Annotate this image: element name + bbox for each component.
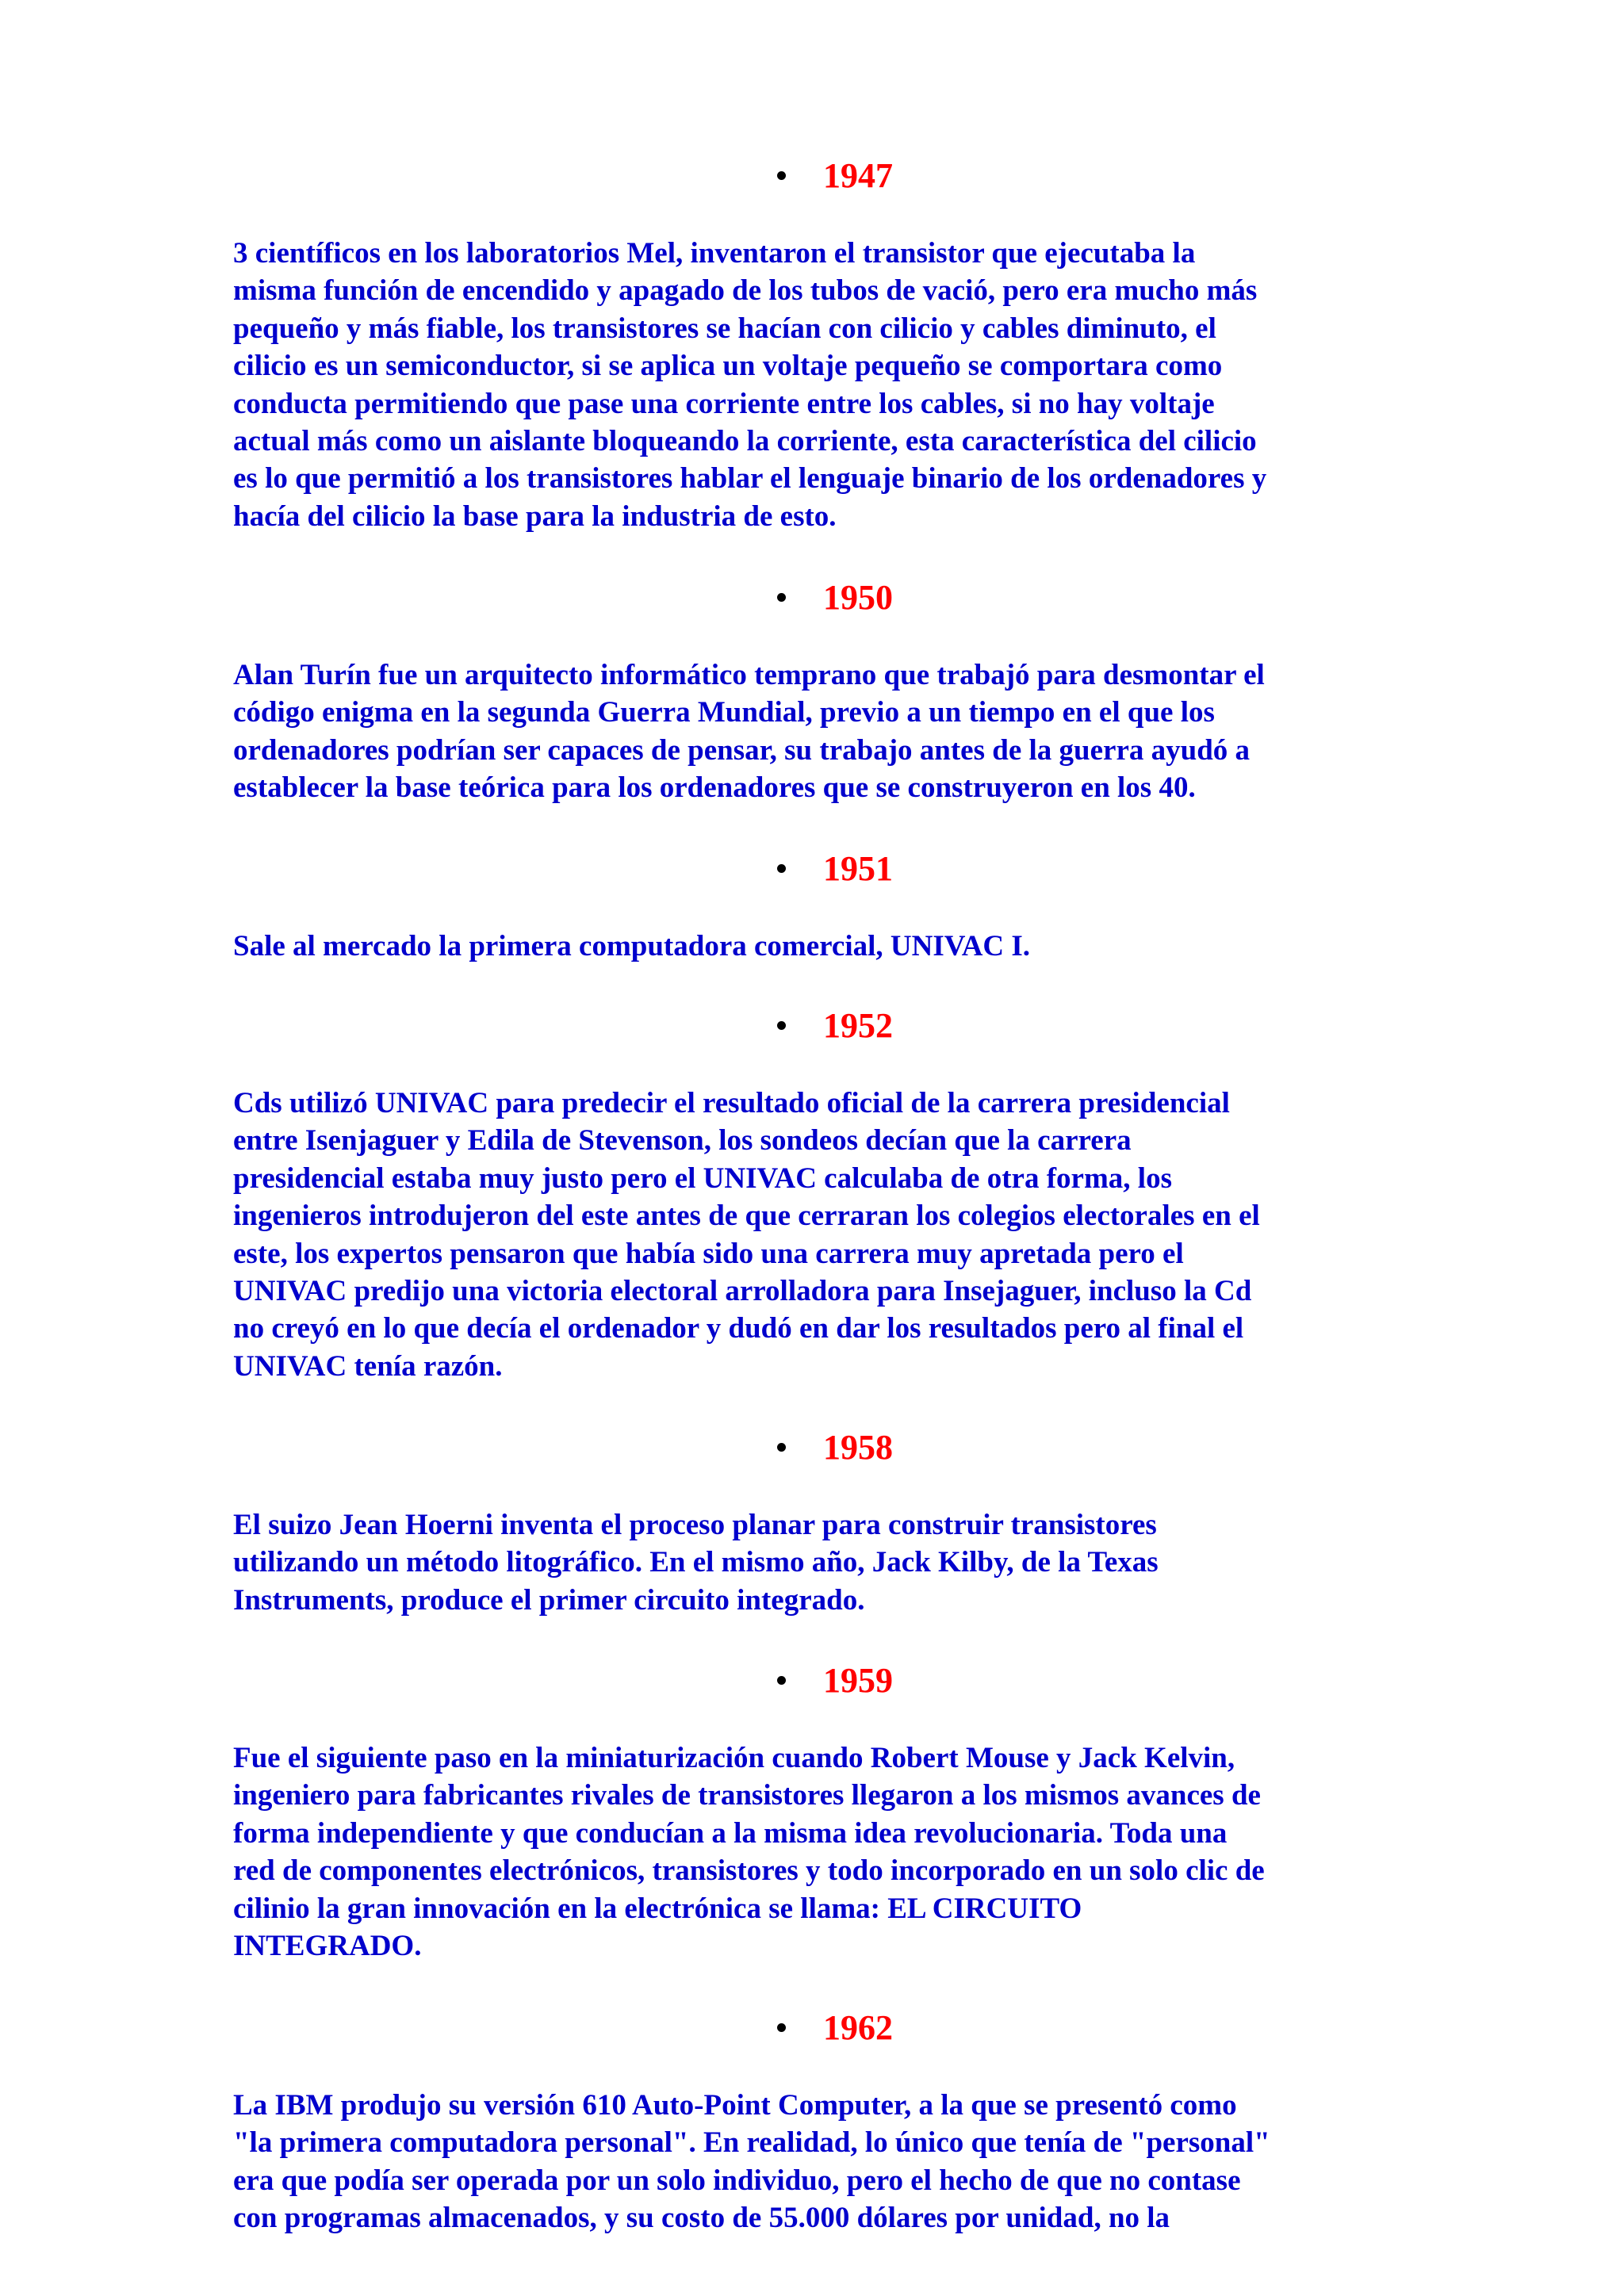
entry-paragraph: 3 científicos en los laboratorios Mel, inventaron el transistor que ejecutaba la misma función de encendido y apagado de los tubos de vació, pero era mucho más pequeño y más fiable, los transistores se hacían con cilicio y cables diminuto, el cilicio es un semiconductor, si se aplica un voltaje pequeño se comportara como conducta permitiendo que pase una corriente entre los cables, si no hay voltaje actual más como un aislante bloqueando la corriente, esta característica del cilicio es lo que permitió a los transistores hablar el lenguaje binario de los ordenadores y hacía del cilicio la base para la industria de esto. [233,237,1267,533]
entry-paragraph: Sale al mercado la primera computadora comercial, UNIVAC I. [233,930,1031,962]
year-label: 1951 [823,849,893,888]
bullet-icon [777,171,786,180]
bullet-icon [777,1676,786,1685]
bullet-icon [777,864,786,873]
year-label: 1962 [823,2008,893,2047]
bullet-icon [777,1443,786,1452]
timeline-entry-1951 [233,848,1399,965]
bullet-icon [777,2023,786,2032]
timeline-entry-1959 [233,1660,1399,1965]
bullet-icon [777,1021,786,1030]
timeline-entry-1962 [233,2007,1399,2237]
year-label: 1952 [823,1006,893,1045]
year-label: 1947 [823,156,893,195]
entry-paragraph: Cds utilizó UNIVAC para predecir el resultado oficial de la carrera presidencial entre Isenjaguer y Edila de Stevenson, los sondeos decían que la carrera presidencial estaba muy justo pero el UNIVAC calculaba de otra forma, los ingenieros introdujeron del este antes de que cerraran los colegios electorales en el este, los expertos pensaron que había sido una carrera muy apretada pero el UNIVAC predijo una victoria electoral arrolladora para Insejaguer, incluso la Cd no creyó en lo que decía el ordenador y dudó en dar los resultados pero al final el UNIVAC tenía razón. [233,1087,1260,1383]
year-label: 1958 [823,1428,893,1467]
entry-paragraph: Fue el siguiente paso en la miniaturización cuando Robert Mouse y Jack Kelvin, ingeniero para fabricantes rivales de transistores llegaron a los mismos avances de forma independiente y que conducían a la misma idea revolucionaria. Toda una red de componentes electrónicos, transistores y todo incorporado en un solo clic de cilinio la gran innovación en la electrónica se llama: EL CIRCUITO INTEGRADO. [233,1742,1265,1963]
year-label: 1959 [823,1661,893,1700]
year-heading [233,848,1399,897]
year-heading [233,1005,1399,1054]
entry-paragraph: El suizo Jean Hoerni inventa el proceso planar para construir transistores utilizando un método litográfico. En el mismo año, Jack Kilby, de la Texas Instruments, produce el primer circuito integrado. [233,1509,1159,1617]
timeline-entry-1952 [233,1005,1399,1385]
timeline-entry-1950 [233,577,1399,807]
bullet-icon [777,593,786,602]
timeline-entry-1947 [233,155,1399,535]
year-label: 1950 [823,578,893,617]
year-heading [233,577,1399,626]
year-heading [233,1427,1399,1476]
timeline-entry-1958 [233,1427,1399,1619]
year-heading [233,1660,1399,1709]
entry-paragraph: Alan Turín fue un arquitecto informático temprano que trabajó para desmontar el código enigma en la segunda Guerra Mundial, previo a un tiempo en el que los ordenadores podrían ser capaces de pensar, su trabajo antes de la guerra ayudó a establecer la base teórica para los ordenadores que se construyeron en los 40. [233,659,1265,805]
year-heading [233,155,1399,205]
year-heading [233,2007,1399,2057]
entry-paragraph: La IBM produjo su versión 610 Auto-Point Computer, a la que se presentó como "la primera computadora personal". En realidad, lo único que tenía de "personal" era que podía ser operada por un solo individuo, pero el hecho de que no contase con programas almacenados, y su costo de 55.000 dólares por unidad, no la [233,2089,1270,2235]
